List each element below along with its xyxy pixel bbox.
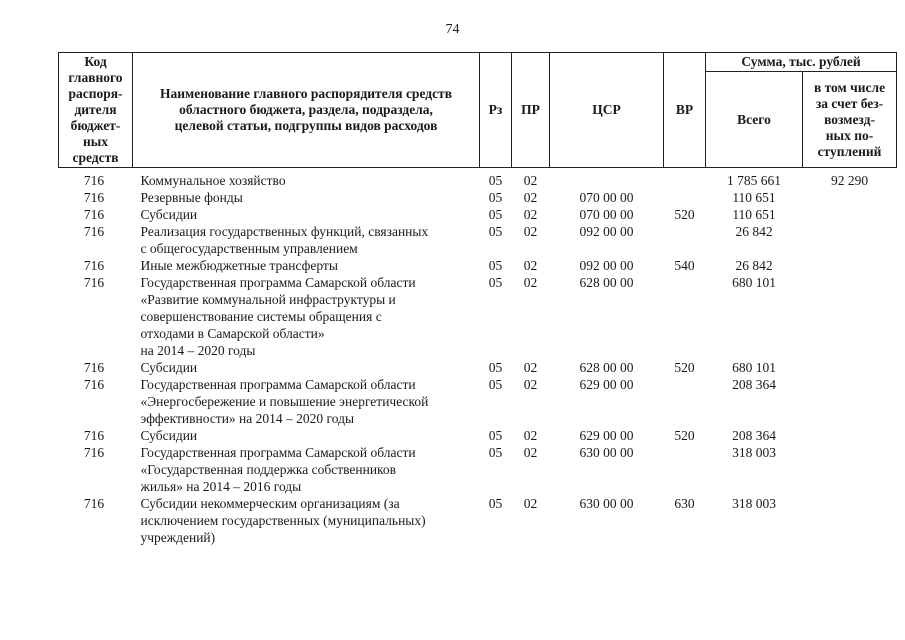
cell-name xyxy=(133,223,480,257)
cell-free xyxy=(803,359,897,376)
cell-code: 716 xyxy=(83,428,105,443)
table-body xyxy=(59,168,897,547)
cell-vr xyxy=(664,189,706,206)
cell-rz: 05 xyxy=(488,258,503,273)
cell-name xyxy=(133,206,480,223)
header-vr: ВР xyxy=(664,53,706,168)
table-row xyxy=(59,495,897,546)
table-row xyxy=(59,206,897,223)
text-line: Субсидии некоммерческим организациям (за xyxy=(140,496,400,511)
cell-csr: 628 00 00 xyxy=(579,360,634,375)
cell-rz: 05 xyxy=(488,190,503,205)
cell-rz: 05 xyxy=(488,207,503,222)
table-row xyxy=(59,444,897,495)
cell-pr: 02 xyxy=(523,496,538,511)
cell-rz: 05 xyxy=(488,445,503,460)
text-line: «Энергосбережение и повышение энергетической xyxy=(140,394,429,409)
cell-free xyxy=(803,274,897,359)
header-total: Всего xyxy=(706,72,803,168)
cell-vr xyxy=(664,168,706,190)
text-line: Государственная программа Самарской области xyxy=(140,377,416,392)
header-code xyxy=(59,53,133,168)
cell-rz: 05 xyxy=(488,428,503,443)
text-line: за счет без- xyxy=(815,95,884,111)
cell-rz: 05 xyxy=(488,377,503,392)
cell-code: 716 xyxy=(83,258,105,273)
text-line: «Развитие коммунальной инфраструктуры и xyxy=(140,292,396,307)
cell-pr: 02 xyxy=(523,173,538,188)
cell-total: 208 364 xyxy=(732,428,776,443)
cell-vr xyxy=(664,274,706,359)
text-line: распоря- xyxy=(68,86,123,101)
cell-total: 318 003 xyxy=(732,496,776,511)
text-line: Реализация государственных функций, связанных xyxy=(140,224,429,239)
text-line: дителя xyxy=(74,102,117,117)
cell-name xyxy=(133,257,480,274)
cell-code: 716 xyxy=(83,173,105,188)
cell-free xyxy=(803,444,897,495)
cell-total: 318 003 xyxy=(732,445,776,460)
cell-rz: 05 xyxy=(488,496,503,511)
cell-code: 716 xyxy=(83,224,105,239)
cell-code: 716 xyxy=(83,445,105,460)
cell-total: 1 785 661 xyxy=(727,173,781,188)
cell-rz: 05 xyxy=(488,173,503,188)
cell-code: 716 xyxy=(83,275,105,290)
text-line: Субсидии xyxy=(140,207,198,222)
table-row xyxy=(59,427,897,444)
cell-csr: 629 00 00 xyxy=(579,377,634,392)
cell-pr: 02 xyxy=(523,445,538,460)
cell-name xyxy=(133,427,480,444)
cell-free: 92 290 xyxy=(830,173,869,188)
cell-code: 716 xyxy=(83,377,105,392)
cell-vr xyxy=(664,223,706,257)
table-row xyxy=(59,168,897,190)
cell-csr: 629 00 00 xyxy=(579,428,634,443)
cell-total: 26 842 xyxy=(735,258,773,273)
text-line: Иные межбюджетные трансферты xyxy=(140,258,338,273)
text-line: «Государственная поддержка собственников xyxy=(140,462,397,477)
table-row xyxy=(59,257,897,274)
text-line: главного xyxy=(68,70,123,85)
cell-total: 26 842 xyxy=(735,224,773,239)
cell-total: 110 651 xyxy=(732,207,776,222)
table-row xyxy=(59,376,897,427)
table-header xyxy=(59,53,897,168)
cell-csr: 070 00 00 xyxy=(579,207,634,222)
cell-pr: 02 xyxy=(523,224,538,239)
cell-free xyxy=(803,257,897,274)
cell-pr: 02 xyxy=(523,275,538,290)
cell-rz: 05 xyxy=(488,224,503,239)
text-line: Наименование главного распорядителя средств xyxy=(159,86,452,101)
text-line: возмезд- xyxy=(824,111,875,127)
header-sum: Сумма, тыс. рублей xyxy=(706,53,897,72)
text-line: в том числе xyxy=(813,79,886,95)
table-row xyxy=(59,274,897,359)
cell-csr: 630 00 00 xyxy=(579,445,634,460)
cell-free xyxy=(803,376,897,427)
cell-vr: 520 xyxy=(674,360,695,375)
cell-total: 680 101 xyxy=(732,360,776,375)
header-rz: Рз xyxy=(480,53,512,168)
cell-name xyxy=(133,189,480,206)
cell-free xyxy=(803,189,897,206)
cell-rz: 05 xyxy=(488,360,503,375)
cell-pr: 02 xyxy=(523,207,538,222)
cell-csr: 070 00 00 xyxy=(579,190,634,205)
cell-code: 716 xyxy=(83,496,105,511)
text-line: эффективности» на 2014 – 2020 годы xyxy=(140,411,355,426)
header-free xyxy=(803,72,897,168)
cell-name xyxy=(133,495,480,546)
text-line: Субсидии xyxy=(140,360,198,375)
cell-vr: 630 xyxy=(674,496,695,511)
text-line: жилья» на 2014 – 2016 годы xyxy=(140,479,302,494)
cell-csr: 092 00 00 xyxy=(579,258,634,273)
text-line: Государственная программа Самарской области xyxy=(140,275,416,290)
text-line: совершенствование системы обращения с xyxy=(140,309,382,324)
text-line: ных xyxy=(82,134,109,149)
table-row xyxy=(59,189,897,206)
text-line: исключением государственных (муниципальных) xyxy=(140,513,426,528)
cell-pr: 02 xyxy=(523,377,538,392)
text-line: Субсидии xyxy=(140,428,198,443)
cell-free xyxy=(803,427,897,444)
cell-csr xyxy=(550,168,664,190)
cell-pr: 02 xyxy=(523,428,538,443)
cell-vr xyxy=(664,376,706,427)
cell-pr: 02 xyxy=(523,190,538,205)
cell-name xyxy=(133,274,480,359)
text-line: отходами в Самарской области» xyxy=(140,326,325,341)
text-line: областного бюджета, раздела, подраздела, xyxy=(179,102,433,117)
cell-name xyxy=(133,168,480,190)
cell-free xyxy=(803,206,897,223)
cell-total: 110 651 xyxy=(732,190,776,205)
page-number: 74 xyxy=(445,22,460,37)
text-line: Государственная программа Самарской области xyxy=(140,445,416,460)
cell-total: 680 101 xyxy=(732,275,776,290)
cell-name xyxy=(133,444,480,495)
header-name xyxy=(133,53,480,168)
header-csr: ЦСР xyxy=(550,53,664,168)
cell-pr: 02 xyxy=(523,258,538,273)
header-pr: ПР xyxy=(512,53,550,168)
cell-vr xyxy=(664,444,706,495)
cell-csr: 630 00 00 xyxy=(579,496,634,511)
cell-code: 716 xyxy=(83,360,105,375)
text-line: ступлений xyxy=(817,143,882,159)
text-line: ных по- xyxy=(825,127,874,143)
cell-vr: 520 xyxy=(674,428,695,443)
cell-name xyxy=(133,376,480,427)
table-row xyxy=(59,359,897,376)
text-line: средств xyxy=(72,150,119,165)
cell-vr: 540 xyxy=(674,258,695,273)
cell-csr: 628 00 00 xyxy=(579,275,634,290)
cell-pr: 02 xyxy=(523,360,538,375)
table-row xyxy=(59,223,897,257)
cell-code: 716 xyxy=(83,207,105,222)
cell-name xyxy=(133,359,480,376)
cell-free xyxy=(803,495,897,546)
text-line: с общегосударственным управлением xyxy=(140,241,358,256)
cell-vr: 520 xyxy=(674,207,695,222)
cell-rz: 05 xyxy=(488,275,503,290)
text-line: целевой статьи, подгруппы видов расходов xyxy=(174,118,438,133)
cell-total: 208 364 xyxy=(732,377,776,392)
text-line: Код xyxy=(84,54,107,69)
cell-free xyxy=(803,223,897,257)
text-line: учреждений) xyxy=(140,530,216,545)
cell-code: 716 xyxy=(83,190,105,205)
cell-csr: 092 00 00 xyxy=(579,224,634,239)
text-line: Коммунальное хозяйство xyxy=(140,173,286,188)
text-line: на 2014 – 2020 годы xyxy=(140,343,256,358)
budget-table xyxy=(58,52,897,546)
text-line: бюджет- xyxy=(70,118,121,133)
text-line: Резервные фонды xyxy=(140,190,243,205)
